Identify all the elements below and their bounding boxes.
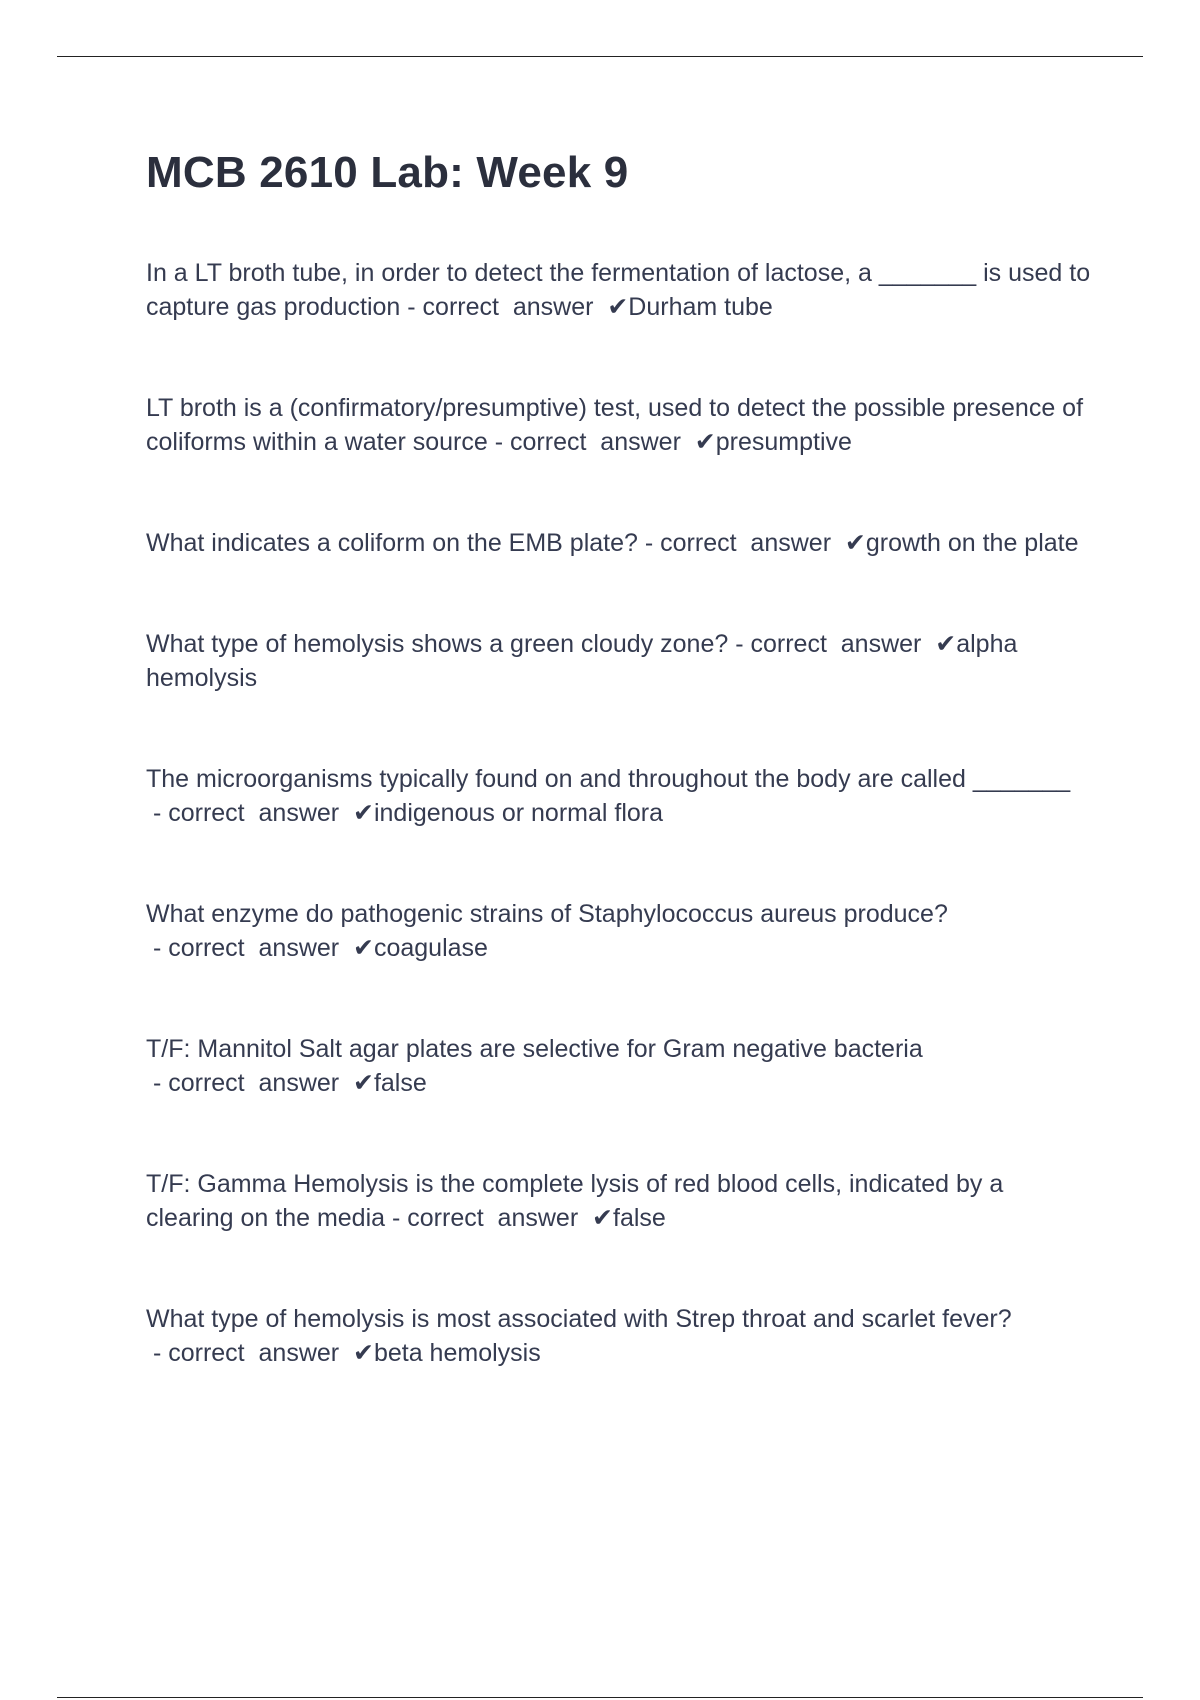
check-icon: ✔ [607,293,629,321]
question-text: What indicates a coliform on the EMB plate? [146,529,638,557]
answer-separator: - correct answer [487,428,695,456]
answer-text: indigenous or normal flora [373,799,664,827]
qa-item [146,256,1096,324]
qa-item [146,1302,1096,1370]
answer-text: false [613,1204,666,1232]
answer-text: presumptive [715,428,852,456]
check-icon: ✔ [353,934,374,962]
question-text: T/F: Mannitol Salt agar plates are selective for Gram negative bacteria [146,1035,923,1063]
check-icon: ✔ [353,1339,374,1367]
answer-separator: - correct answer [385,1204,593,1232]
answer-separator: - correct answer [146,934,353,962]
question-text: In a LT broth tube, in order to detect the fermentation of lactose, a _______ is used to capture gas production [146,259,1091,321]
answer-separator: - correct answer [146,1069,353,1097]
qa-item [146,526,1096,560]
answer-text: growth on the plate [865,529,1079,557]
answer-separator: - correct answer [146,799,353,827]
qa-item [146,762,1096,830]
check-icon: ✔ [694,428,716,456]
answer-text: beta hemolysis [373,1339,541,1367]
answer-separator: - correct answer [400,293,608,321]
answer-text: alpha hemolysis [146,630,1018,692]
question-text: What enzyme do pathogenic strains of Staphylococcus aureus produce? [146,900,948,928]
answer-separator: - correct answer [728,630,936,658]
qa-item [146,897,1096,965]
qa-item [146,1032,1096,1100]
question-text: LT broth is a (confirmatory/presumptive) test, used to detect the possible presence of coliforms within a water source [146,394,1084,456]
bottom-rule [57,1697,1143,1698]
top-rule [57,56,1143,57]
question-text: What type of hemolysis is most associated with Strep throat and scarlet fever? [146,1305,1012,1333]
qa-item [146,1167,1096,1235]
check-icon: ✔ [592,1204,613,1232]
qa-item [146,627,1096,695]
qa-list [146,256,1096,1370]
qa-item [146,391,1096,459]
check-icon: ✔ [935,630,957,658]
answer-text: false [373,1069,427,1097]
question-text: T/F: Gamma Hemolysis is the complete lysis of red blood cells, indicated by a clearing on the media [146,1170,1004,1232]
check-icon: ✔ [353,799,374,827]
check-icon: ✔ [844,529,866,557]
page-title: MCB 2610 Lab: Week 9 [146,148,629,197]
question-text: What type of hemolysis shows a green cloudy zone? [146,630,729,658]
answer-separator: - correct answer [637,529,845,557]
document-body [146,142,1096,1437]
check-icon: ✔ [353,1069,374,1097]
answer-text: Durham tube [628,293,773,321]
answer-separator: - correct answer [146,1339,353,1367]
question-text: The microorganisms typically found on and throughout the body are called _______ [146,765,1071,793]
answer-text: coagulase [373,934,488,962]
